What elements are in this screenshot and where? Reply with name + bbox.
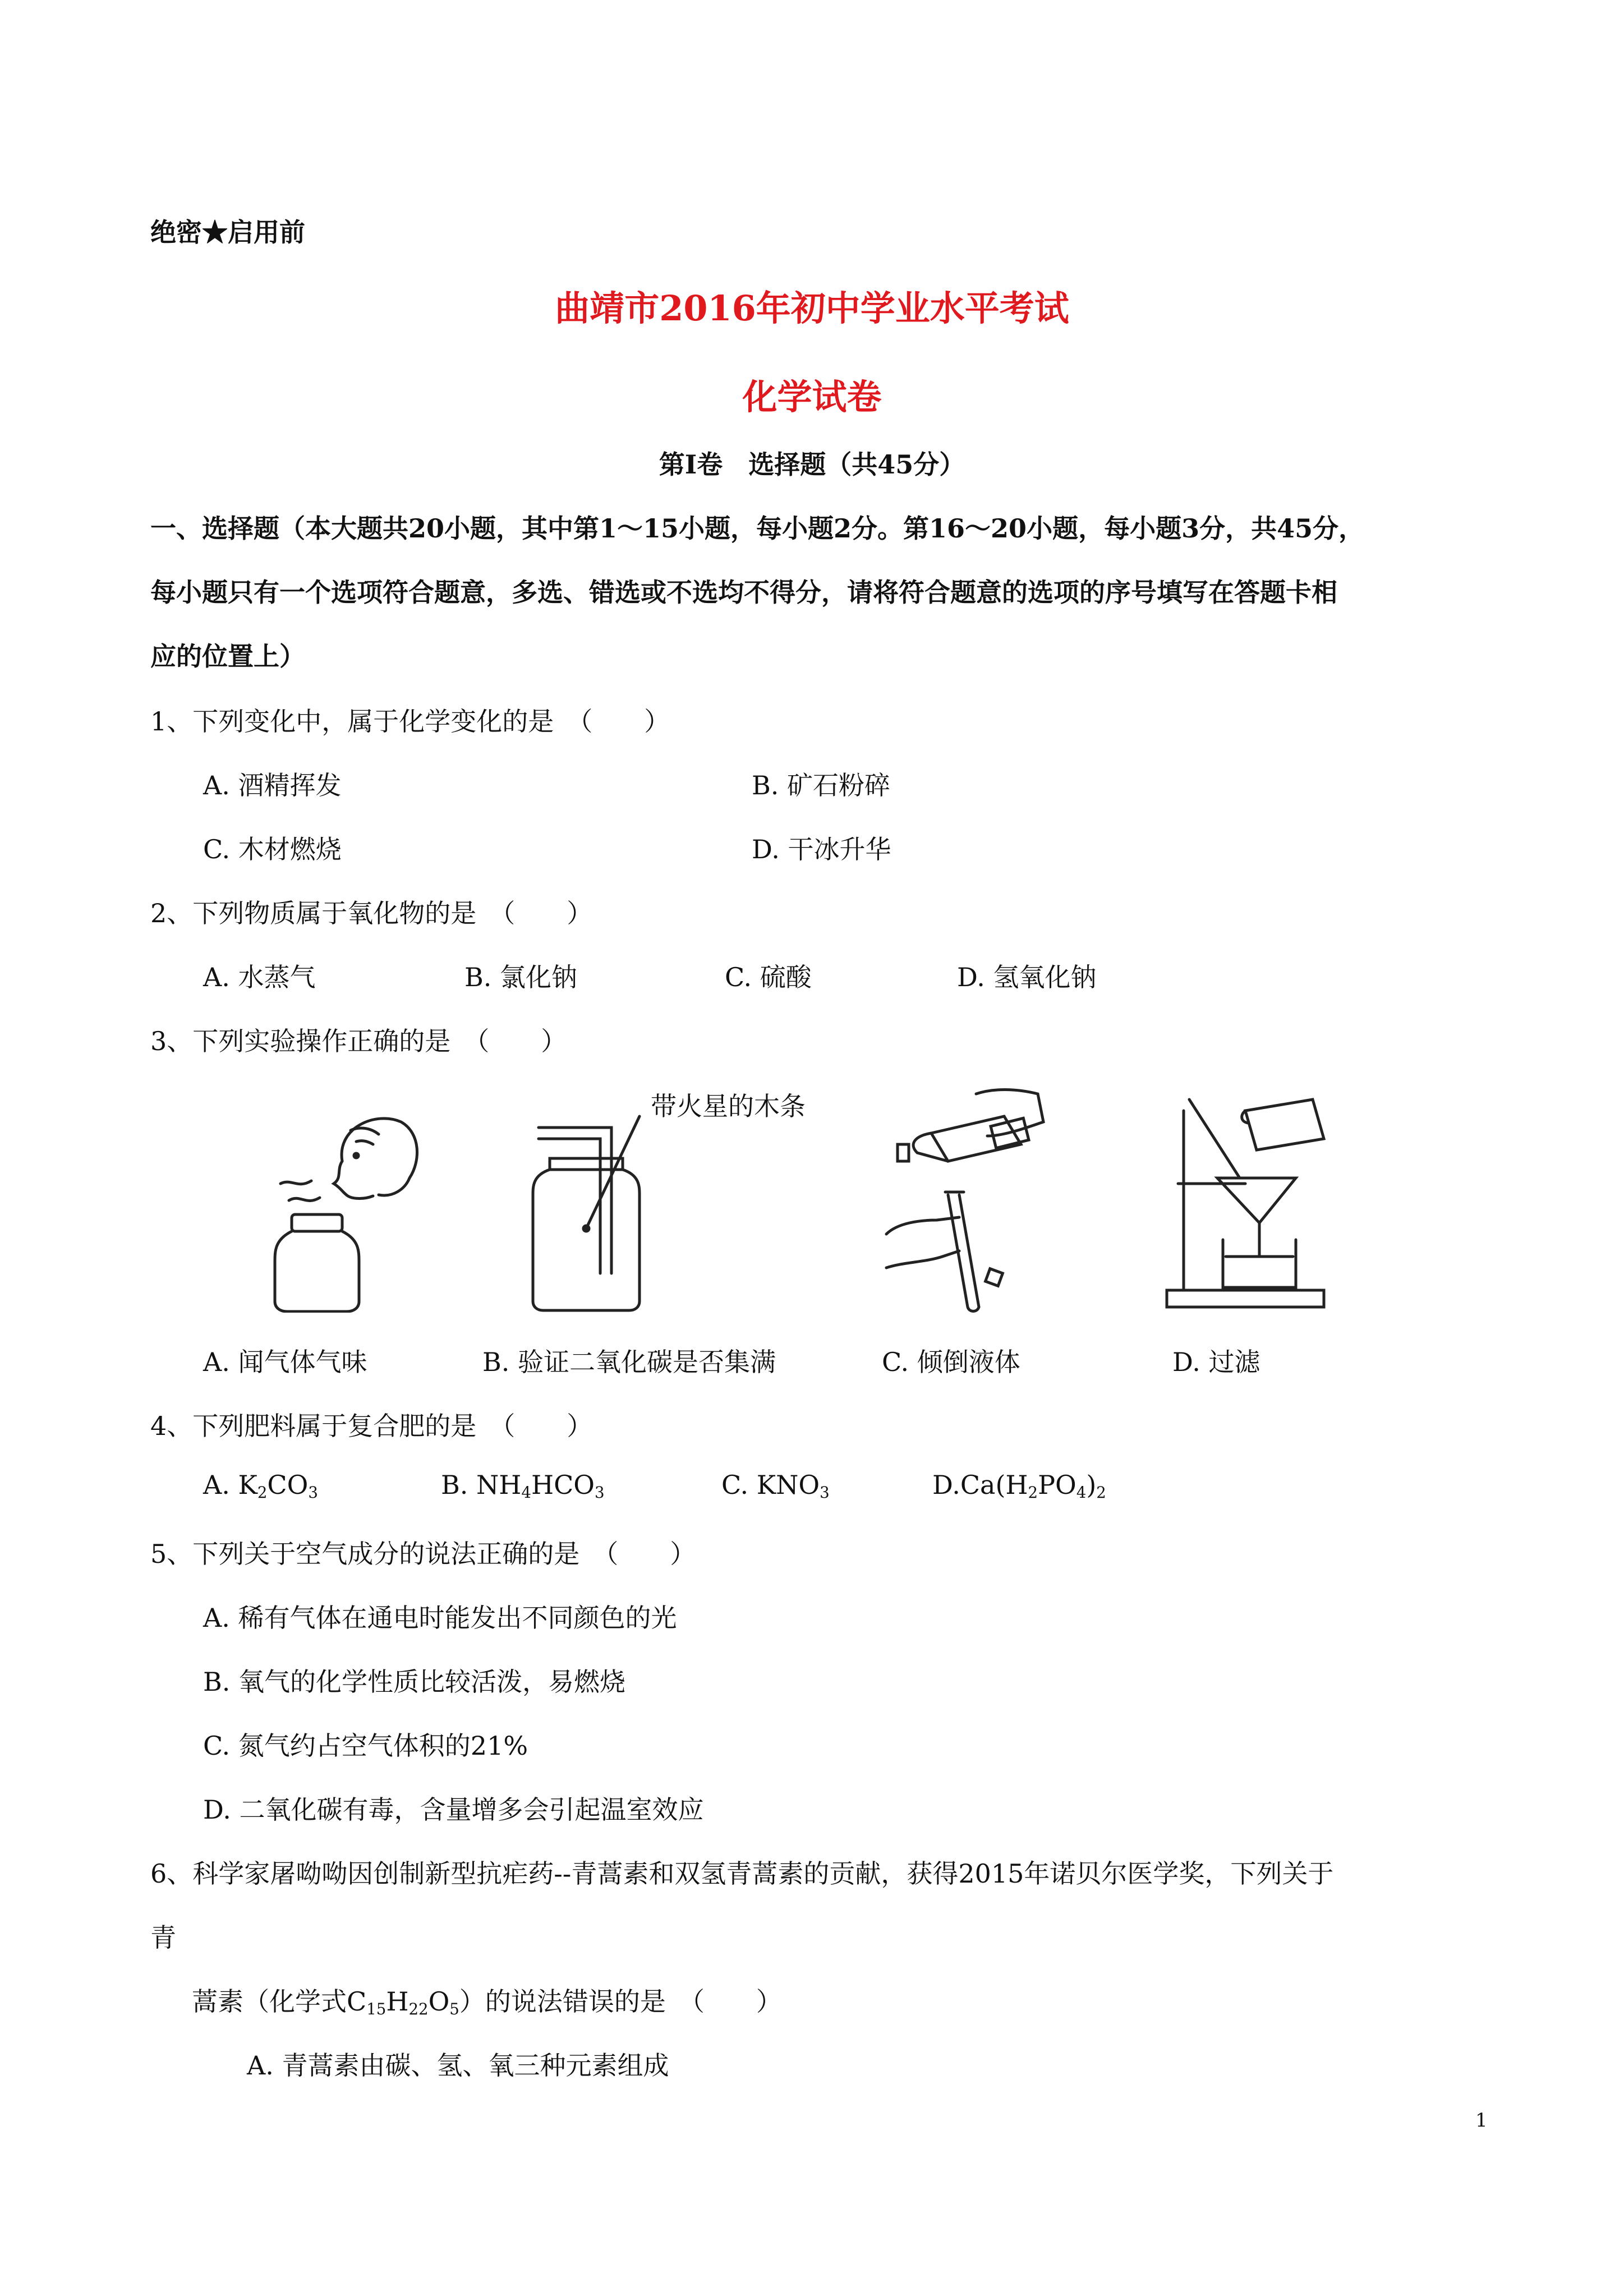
question-6-stem-line-2: 青 xyxy=(150,1922,176,1953)
question-2-stem: 2、下列物质属于氧化物的是 （ ） xyxy=(150,898,593,928)
part-heading: 第Ⅰ卷 选择题（共45分） xyxy=(659,449,965,480)
instructions-line-3: 应的位置上） xyxy=(150,641,305,671)
question-1-option-d: D. 干冰升华 xyxy=(752,834,891,864)
question-4-stem: 4、下列肥料属于复合肥的是 （ ） xyxy=(150,1411,593,1441)
secret-label: 绝密★启用前 xyxy=(150,217,305,247)
question-5-stem: 5、下列关于空气成分的说法正确的是 （ ） xyxy=(150,1539,696,1569)
question-2-option-b: B. 氯化钠 xyxy=(464,962,578,992)
question-3-option-a: A. 闻气体气味 xyxy=(203,1347,367,1377)
question-1-stem: 1、下列变化中，属于化学变化的是 （ ） xyxy=(150,706,670,737)
question-3-option-c: C. 倾倒液体 xyxy=(882,1347,1020,1377)
exam-subtitle: 化学试卷 xyxy=(742,376,882,417)
question-5-option-a: A. 稀有气体在通电时能发出不同颜色的光 xyxy=(203,1603,677,1633)
question-3-stem: 3、下列实验操作正确的是 （ ） xyxy=(150,1026,567,1056)
figure-b-label: 带火星的木条 xyxy=(651,1091,806,1121)
question-6-stem-line-1: 6、科学家屠呦呦因创制新型抗疟药--青蒿素和双氢青蒿素的贡献，获得2015年诺贝尔医学奖，下列关于 xyxy=(150,1858,1334,1889)
question-1-option-a: A. 酒精挥发 xyxy=(203,770,342,800)
question-1-option-c: C. 木材燃烧 xyxy=(203,834,342,864)
question-4-option-b: B. $NH_4HCO_3$ xyxy=(441,1470,605,1502)
figure-b-co2-test xyxy=(527,1105,662,1313)
figure-a-smell-gas xyxy=(258,1099,426,1313)
question-6-option-a: A. 青蒿素由碳、氢、氧三种元素组成 xyxy=(247,2050,669,2081)
question-3-option-b: B. 验证二氧化碳是否集满 xyxy=(482,1347,776,1377)
question-5-option-c: C. 氮气约占空气体积的21% xyxy=(203,1731,528,1761)
question-2-option-a: A. 水蒸气 xyxy=(203,962,316,992)
question-2-option-c: C. 硫酸 xyxy=(725,962,812,992)
instructions-line-1: 一、选择题（本大题共20小题，其中第1～15小题，每小题2分。第16～20小题，每小题3分，共45分， xyxy=(150,513,1365,544)
page-number: 1 xyxy=(1475,2109,1488,2132)
instructions-line-2: 每小题只有一个选项符合题意，多选、错选或不选均不得分，请将符合题意的选项的序号填写在答题卡相 xyxy=(150,577,1337,608)
question-4-option-d: $D.Ca(H_2PO_4)_2$ xyxy=(932,1470,1106,1502)
question-4-option-c: C. $KNO_3$ xyxy=(721,1470,830,1502)
question-2-option-d: D. 氢氧化钠 xyxy=(957,962,1097,992)
question-4-option-a: A. $K_2CO_3$ xyxy=(203,1470,318,1502)
question-5-option-d: D. 二氧化碳有毒，含量增多会引起温室效应 xyxy=(203,1795,704,1825)
question-3-option-d: D. 过滤 xyxy=(1172,1347,1260,1377)
figure-d-filtration xyxy=(1156,1088,1346,1313)
question-5-option-b: B. 氧气的化学性质比较活泼，易燃烧 xyxy=(203,1667,626,1697)
figure-c-pour-liquid xyxy=(875,1083,1066,1313)
question-6-stem-line-3: 蒿素（化学式$C_{15}H_{22}O_5$）的说法错误的是 （ ） xyxy=(192,1986,782,2018)
exam-title: 曲靖市2016年初中学业水平考试 xyxy=(555,288,1069,329)
question-1-option-b: B. 矿石粉碎 xyxy=(752,770,891,800)
